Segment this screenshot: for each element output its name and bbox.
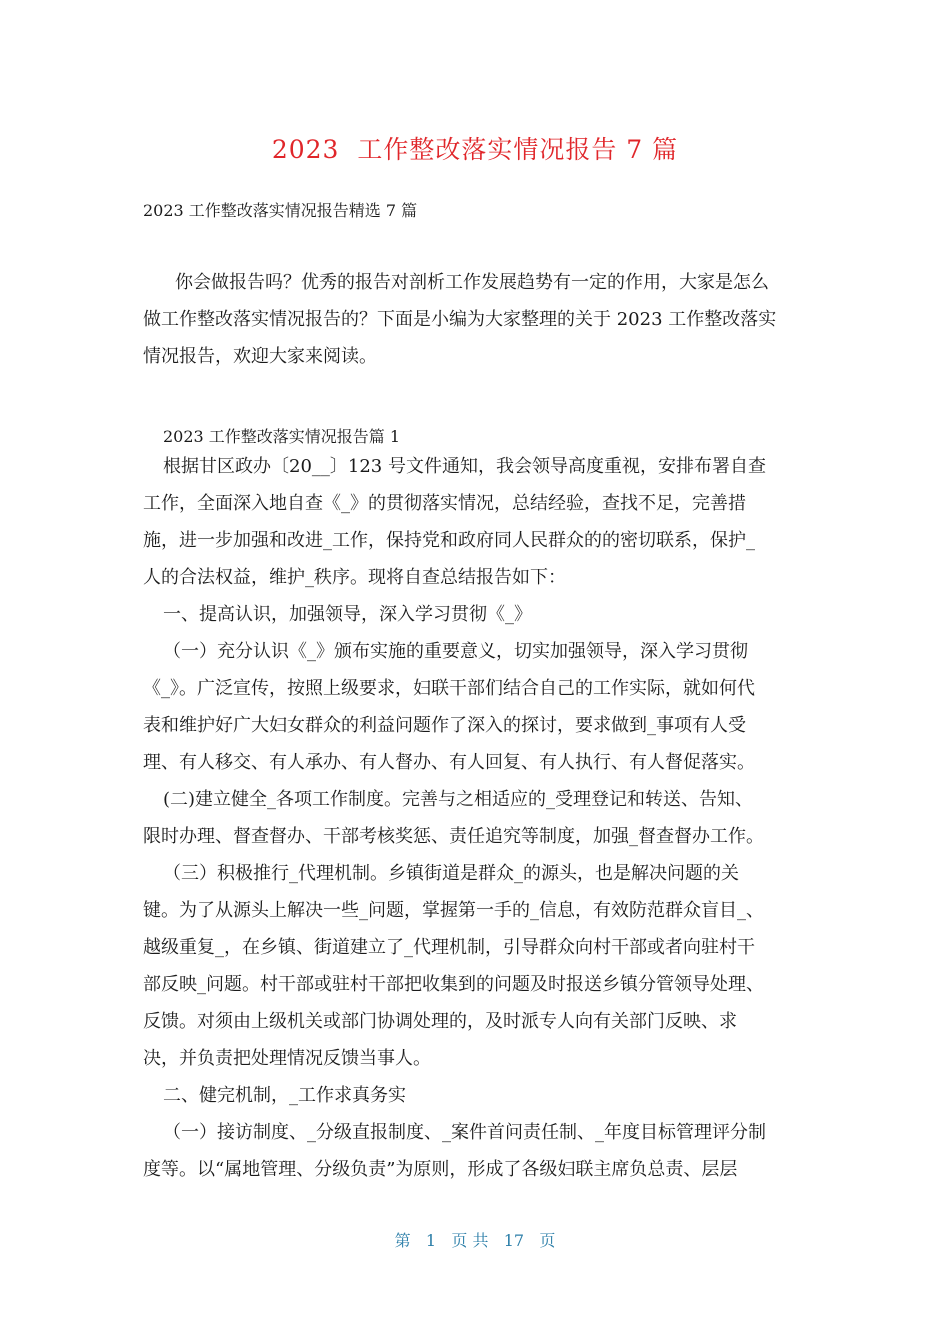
paragraph-line: 二、健完机制，_工作求真务实: [163, 1085, 406, 1106]
paragraph-line: 反馈。对须由上级机关或部门协调处理的，及时派专人向有关部门反映、求: [143, 1011, 737, 1032]
paragraph-line: 你会做报告吗？优秀的报告对剖析工作发展趋势有一定的作用，大家是怎么: [175, 272, 769, 293]
paragraph-line: 做工作整改落实情况报告的？下面是小编为大家整理的关于 2023 工作整改落实: [143, 309, 777, 330]
body-text: [143, 448, 813, 1188]
paragraph-line: （一）充分认识《_》颁布实施的重要意义，切实加强领导，深入学习贯彻: [163, 641, 748, 662]
intro-paragraph: [143, 264, 813, 375]
paragraph-line: 键。为了从源头上解决一些_问题，掌握第一手的_信息，有效防范群众盲目_、: [143, 900, 764, 921]
page-footer: 第 1 页 共 17 页: [394, 1231, 556, 1250]
document-title: 2023 工作整改落实情况报告 7 篇: [271, 135, 679, 164]
paragraph-line: （三）积极推行_代理机制。乡镇街道是群众_的源头，也是解决问题的关: [163, 863, 739, 884]
document-subtitle: 2023 工作整改落实情况报告精选 7 篇: [143, 201, 418, 220]
paragraph-line: 情况报告，欢迎大家来阅读。: [143, 346, 377, 367]
paragraph-line: 工作，全面深入地自查《_》的贯彻落实情况，总结经验，查找不足，完善措: [143, 493, 746, 514]
paragraph-line: 一、提高认识，加强领导，深入学习贯彻《_》: [163, 604, 532, 625]
section-heading: 2023 工作整改落实情况报告篇 1: [163, 427, 401, 446]
paragraph-line: 《_》。广泛宣传，按照上级要求，妇联干部们结合自己的工作实际，就如何代: [143, 678, 755, 699]
paragraph-line: 施，进一步加强和改进_工作，保持党和政府同人民群众的的密切联系，保护_: [143, 530, 755, 551]
paragraph-line: (二)建立健全_各项工作制度。完善与之相适应的_受理登记和转送、告知、: [163, 789, 754, 810]
paragraph-line: 越级重复_，在乡镇、街道建立了_代理机制，引导群众向村干部或者向驻村干: [143, 937, 755, 958]
paragraph-line: 限时办理、督查督办、干部考核奖惩、责任追究等制度，加强_督查督办工作。: [143, 826, 764, 847]
paragraph-line: 人的合法权益，维护_秩序。现将自查总结报告如下：: [143, 567, 566, 588]
paragraph-line: 理、有人移交、有人承办、有人督办、有人回复、有人执行、有人督促落实。: [143, 752, 755, 773]
paragraph-line: 部反映_问题。村干部或驻村干部把收集到的问题及时报送乡镇分管领导处理、: [143, 974, 764, 995]
paragraph-line: 表和维护好广大妇女群众的利益问题作了深入的探讨，要求做到_事项有人受: [143, 715, 746, 736]
paragraph-line: 度等。以“属地管理、分级负责”为原则，形成了各级妇联主席负总责、层层: [143, 1159, 738, 1180]
paragraph-line: 决，并负责把处理情况反馈当事人。: [143, 1048, 431, 1069]
paragraph-line: （一）接访制度、_分级直报制度、_案件首问责任制、_年度目标管理评分制: [163, 1122, 766, 1143]
paragraph-line: 根据甘区政办〔20__〕123 号文件通知，我会领导高度重视，安排布署自查: [163, 456, 766, 477]
